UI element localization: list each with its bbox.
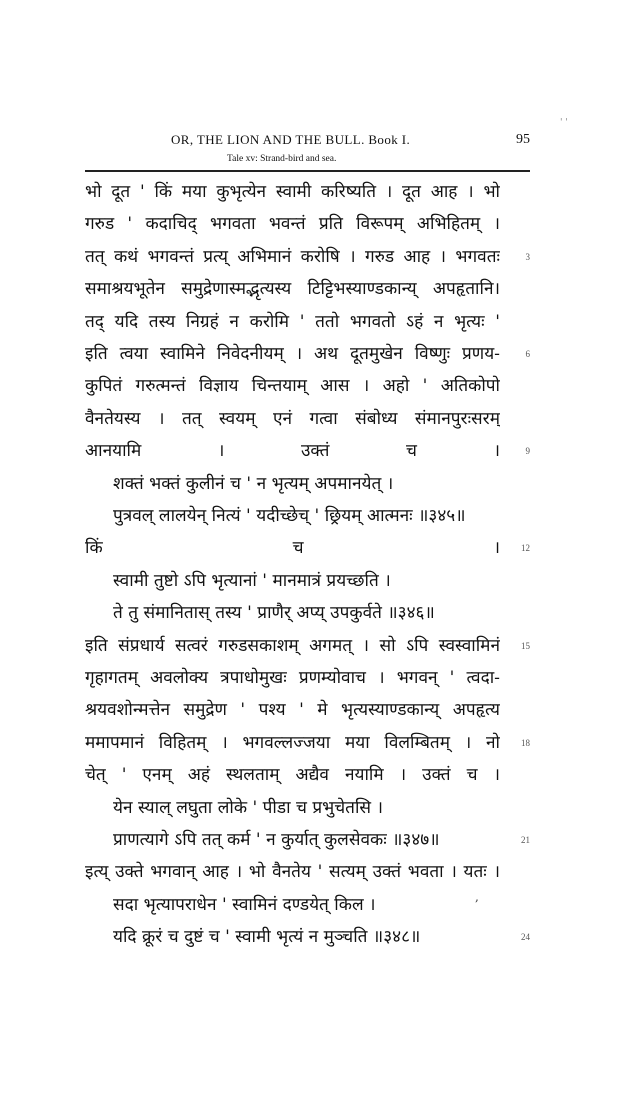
text-line: भो दूत ' किं मया कुभृत्येन स्वामी करिष्यति । दूत आह । भो <box>85 182 500 202</box>
line-number: 6 <box>525 349 530 359</box>
text-line: शक्तं भक्तं कुलीनं च ' न भृत्यम् अपमानयेत् । <box>113 473 394 494</box>
stray-mark: , <box>475 890 479 904</box>
text-line: प्राणत्यागे ऽपि तत् कर्म ' न कुर्यात् कुलसेवकः ॥३४७॥ <box>113 830 440 850</box>
text-line: पुत्रवल् लालयेन् नित्यं ' यदीच्छेच् ' छ्रियम् आत्मनः ॥३४५॥ <box>113 506 466 526</box>
text-line: वैनतेयस्य । तत् स्वयम् एनं गत्वा संबोध्य संमानपुरःसरम् <box>85 408 500 429</box>
text-line: गरुड ' कदाचिद् भगवता भवन्तं प्रति विरूपम् अभिहितम् । <box>85 214 500 235</box>
line-number: 12 <box>521 543 530 554</box>
text-line: आनयामि । उक्तं च । <box>85 441 500 462</box>
text-line: समाश्रयभूतेन समुद्रेणास्मद्भृत्यस्य टिट्टिभस्याण्डकान्य् अपहृतानि। <box>85 279 500 300</box>
text-line: इति त्वया स्वामिने निवेदनीयम् । अथ दूतमुखेन विष्णुः प्रणय- <box>85 344 500 364</box>
line-number: 9 <box>525 446 530 457</box>
text-line: तत् कथं भगवन्तं प्रत्य् अभिमानं करोषि । गरुड आह । भगवतः <box>85 246 500 267</box>
line-number: 18 <box>521 737 530 748</box>
text-line: येन स्याल् लघुता लोके ' पीडा च प्रभुचेतसि । <box>113 797 383 818</box>
text-line: सदा भृत्यापराधेन ' स्वामिनं दण्डयेत् किल । <box>113 894 376 915</box>
text-line: ते तु संमानितास् तस्य ' प्राणैर् अप्य् उपकुर्वते ॥३४६॥ <box>113 603 435 624</box>
text-line: गृहागतम् अवलोक्य त्रपाधोमुखः प्रणम्योवाच । भगवन् ' त्वदा- <box>85 668 500 688</box>
line-number: 21 <box>521 835 530 845</box>
text-line: स्वामी तुष्टो ऽपि भृत्यानां ' मानमात्रं प्रयच्छति । <box>113 570 391 591</box>
text-line: कुपितं गरुत्मन्तं विज्ञाय चिन्तयाम् आस । अहो ' अतिकोपो <box>85 376 500 397</box>
line-number: 3 <box>525 251 530 262</box>
page-number: 95 <box>516 132 530 147</box>
text-line: इति संप्रधार्य सत्वरं गरुडसकाशम् अगमत् । सो ऽपि स्वस्वामिनं <box>85 635 500 656</box>
text-line: ममापमानं विहितम् । भगवल्लज्जया मया विलम्बितम् । नो <box>85 732 500 753</box>
text-line: चेत् ' एनम् अहं स्थलताम् अद्यैव नयामि । उक्तं च । <box>85 765 500 786</box>
page-header <box>85 132 530 152</box>
header-rule <box>85 170 530 172</box>
line-number: 24 <box>521 932 530 943</box>
text-line: श्रयवशोन्मत्तेन समुद्रेण ' पश्य ' मे भृत्यस्याण्डकान्य् अपहृत्य <box>85 700 500 721</box>
text-line: किं च । <box>85 538 500 559</box>
text-line: यदि क्रूरं च दुष्टं च ' स्वामी भृत्यं न मुञ्चति ॥३४८॥ <box>113 927 421 948</box>
corner-mark: ' ' <box>560 118 568 128</box>
text-line: इत्य् उक्ते भगवान् आह । भो वैनतेय ' सत्यम् उक्तं भवता । यतः । <box>85 862 500 883</box>
text-line: तद् यदि तस्य निग्रहं न करोमि ' ततो भगवतो ऽहं न भृत्यः ' <box>85 311 500 332</box>
section-subtitle: Tale xv: Strand-bird and sea. <box>227 154 337 164</box>
running-title: OR, THE LION AND THE BULL. Book I. <box>171 132 411 147</box>
line-number: 15 <box>521 640 530 651</box>
